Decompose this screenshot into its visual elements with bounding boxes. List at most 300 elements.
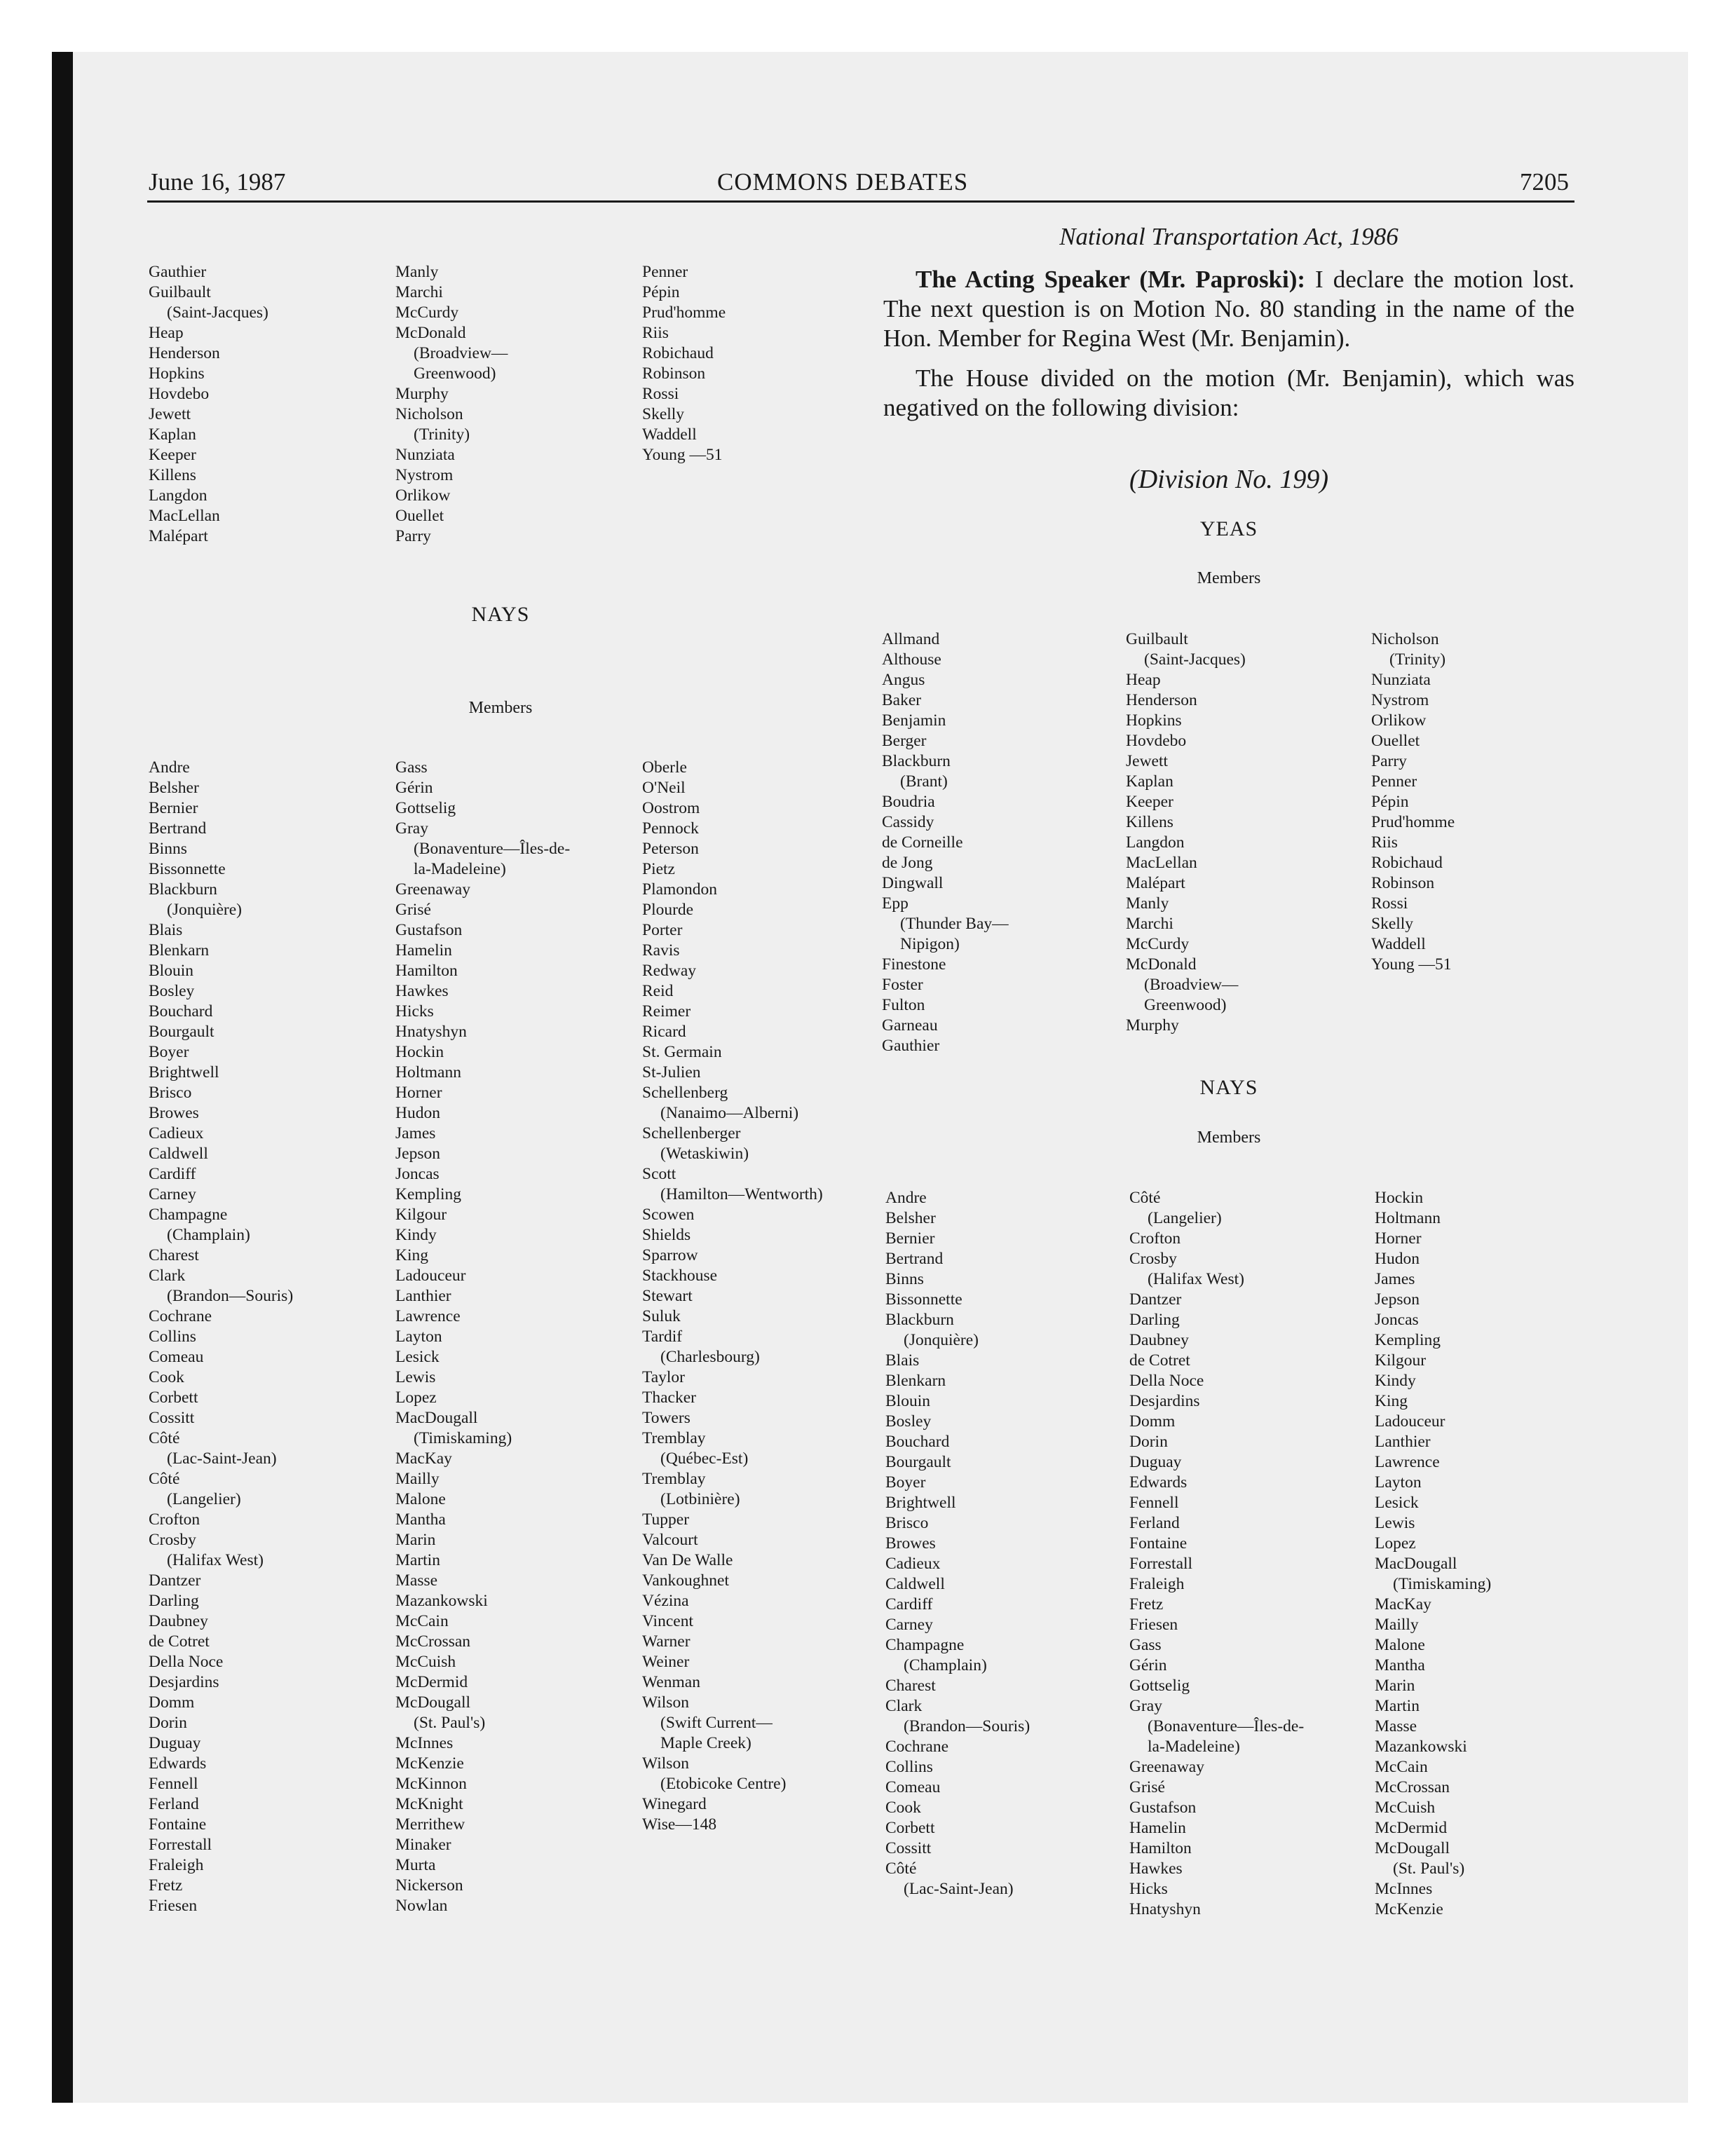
member-name: Nicholson [1371, 630, 1439, 648]
member-name: Masse [1375, 1717, 1417, 1735]
right-yeas-members-label: Members [1197, 569, 1261, 587]
member-name: Maple Creek) [660, 1734, 751, 1752]
member-name: Bourgault [885, 1453, 951, 1471]
member-name: Marchi [1126, 915, 1173, 933]
member-name: McDonald [1126, 955, 1197, 974]
member-name: Cook [885, 1799, 921, 1817]
member-name: McKenzie [1375, 1900, 1443, 1918]
member-name: Wise—148 [642, 1815, 717, 1834]
member-name: Gauthier [149, 263, 207, 281]
member-name: de Cotret [149, 1632, 210, 1651]
member-name: Angus [882, 671, 925, 689]
member-name: Domm [149, 1693, 195, 1712]
member-name: Mantha [395, 1510, 446, 1529]
member-name: Allmand [882, 630, 940, 648]
member-name: Andre [149, 758, 190, 777]
member-name: Ravis [642, 941, 680, 960]
member-name: (Brant) [900, 772, 948, 791]
member-name: Desjardins [1129, 1392, 1200, 1410]
member-name: Crosby [1129, 1250, 1177, 1268]
member-name: McCrossan [1375, 1778, 1450, 1796]
member-name: Hudon [395, 1104, 440, 1122]
member-name: Brisco [149, 1084, 192, 1102]
member-name: O'Neil [642, 779, 686, 797]
right-nays-col-1 [885, 1188, 1030, 1899]
member-name: Jewett [149, 405, 191, 423]
right-yeas-heading: YEAS [1199, 517, 1258, 540]
header-date: June 16, 1987 [149, 168, 286, 196]
member-name: Killens [1126, 813, 1173, 831]
right-nays-heading: NAYS [1199, 1076, 1258, 1099]
member-name: Hamilton [395, 962, 458, 980]
member-name: (Bonaventure—Îles-de- [414, 840, 571, 858]
member-name: Penner [642, 263, 688, 281]
member-name: Pietz [642, 860, 675, 878]
member-name: Comeau [885, 1778, 941, 1796]
member-name: Rossi [642, 385, 679, 403]
member-name: (Wetaskiwin) [660, 1145, 749, 1163]
member-name: Caldwell [149, 1145, 208, 1163]
member-name: Côté [149, 1470, 180, 1488]
member-name: Bertrand [149, 819, 207, 838]
member-name: Winegard [642, 1795, 707, 1813]
member-name: Côté [1129, 1189, 1161, 1207]
member-name: Dorin [1129, 1433, 1168, 1451]
member-name: (Swift Current— [660, 1714, 773, 1732]
member-name: Nunziata [1371, 671, 1431, 689]
member-name: Clark [149, 1267, 186, 1285]
member-name: Gray [1129, 1697, 1162, 1715]
member-name: Champagne [149, 1206, 228, 1224]
member-name: Joncas [1375, 1311, 1419, 1329]
member-name: Hicks [1129, 1880, 1168, 1898]
member-name: Carney [149, 1185, 196, 1203]
member-name: King [395, 1246, 428, 1264]
left-nays-members-label: Members [468, 699, 533, 717]
member-name: Bissonnette [149, 860, 226, 878]
member-name: Brightwell [885, 1494, 956, 1512]
member-name: de Corneille [882, 833, 963, 852]
member-name: Cochrane [885, 1738, 949, 1756]
member-name: Champagne [885, 1636, 965, 1654]
member-name: Manly [395, 263, 439, 281]
member-name: Brisco [885, 1514, 929, 1532]
member-name: Joncas [395, 1165, 440, 1183]
member-name: Greenaway [395, 880, 470, 899]
member-name: Daubney [149, 1612, 208, 1630]
member-name: Darling [1129, 1311, 1180, 1329]
member-name: (Trinity) [414, 425, 470, 444]
member-name: Mazankowski [395, 1592, 488, 1610]
member-name: Scowen [642, 1206, 695, 1224]
member-name: Mazankowski [1375, 1738, 1467, 1756]
member-name: Robichaud [642, 344, 714, 362]
member-name: Friesen [149, 1897, 198, 1915]
member-name: Horner [395, 1084, 442, 1102]
member-name: Greenwood) [414, 364, 496, 383]
member-name: Reid [642, 982, 674, 1000]
member-name: Marchi [395, 283, 443, 301]
member-name: Forrestall [1129, 1555, 1193, 1573]
member-name: Holtmann [395, 1063, 461, 1082]
member-name: (Thunder Bay— [900, 915, 1009, 933]
member-name: Boyer [149, 1043, 189, 1061]
member-name: McCrossan [395, 1632, 471, 1651]
left-nays-col-3 [642, 758, 823, 1835]
member-name: Young —51 [642, 446, 723, 464]
member-name: Cossitt [885, 1839, 932, 1857]
right-yeas-col-3 [1371, 629, 1455, 975]
member-name: la-Madeleine) [1148, 1738, 1240, 1756]
member-name: Hovdebo [149, 385, 210, 403]
member-name: (Nanaimo—Alberni) [660, 1104, 799, 1122]
member-name: Crofton [1129, 1229, 1181, 1248]
member-name: Della Noce [149, 1653, 224, 1671]
member-name: Skelly [642, 405, 685, 423]
member-name: Binns [885, 1270, 924, 1288]
member-name: Hnatyshyn [1129, 1900, 1201, 1918]
member-name: Murta [395, 1856, 436, 1874]
member-name: Cadieux [885, 1555, 941, 1573]
member-name: Lanthier [395, 1287, 451, 1305]
member-name: Langdon [149, 486, 207, 505]
member-name: Hnatyshyn [395, 1023, 467, 1041]
member-name: Fennell [1129, 1494, 1179, 1512]
member-name: James [395, 1124, 436, 1142]
member-name: Lawrence [395, 1307, 461, 1325]
member-name: Heap [1126, 671, 1161, 689]
member-name: Fontaine [149, 1815, 207, 1834]
member-name: McDonald [395, 324, 466, 342]
member-name: Lanthier [1375, 1433, 1431, 1451]
member-name: Tremblay [642, 1470, 706, 1488]
member-name: Penner [1371, 772, 1417, 791]
member-name: (Broadview— [1144, 976, 1239, 994]
member-name: McCain [395, 1612, 449, 1630]
member-name: Marin [395, 1531, 436, 1549]
member-name: Van De Walle [642, 1551, 733, 1569]
member-name: Blenkarn [149, 941, 210, 960]
member-name: Kempling [1375, 1331, 1441, 1349]
member-name: Corbett [885, 1819, 935, 1837]
member-name: Browes [149, 1104, 199, 1122]
member-name: Malépart [1126, 874, 1185, 892]
member-name: Tupper [642, 1510, 690, 1529]
member-name: Ladouceur [395, 1267, 466, 1285]
header-page-number: 7205 [1520, 168, 1569, 196]
member-name: Charest [885, 1677, 936, 1695]
member-name: (Langelier) [167, 1490, 241, 1508]
member-name: Nystrom [1371, 691, 1429, 709]
member-name: Lesick [395, 1348, 440, 1366]
member-name: Taylor [642, 1368, 685, 1386]
member-name: McCuish [1375, 1799, 1436, 1817]
member-name: Berger [882, 732, 927, 750]
left-nays-col-1 [149, 758, 293, 1916]
member-name: Young —51 [1371, 955, 1452, 974]
member-name: Stackhouse [642, 1267, 718, 1285]
member-name: Lopez [1375, 1534, 1416, 1553]
member-name: St-Julien [642, 1063, 701, 1082]
member-name: Cadieux [149, 1124, 204, 1142]
member-name: Collins [149, 1328, 196, 1346]
member-name: Gray [395, 819, 428, 838]
member-name: Plamondon [642, 880, 718, 899]
speaker-name: The Acting Speaker (Mr. Paproski): [916, 266, 1306, 293]
member-name: Wilson [642, 1693, 689, 1712]
member-name: Lewis [395, 1368, 436, 1386]
member-name: Layton [395, 1328, 442, 1346]
member-name: Manly [1126, 894, 1169, 913]
member-name: (Bonaventure—Îles-de- [1148, 1717, 1305, 1735]
member-name: (Lotbinière) [660, 1490, 740, 1508]
member-name: Malone [395, 1490, 446, 1508]
header-rule [147, 200, 1574, 203]
member-name: (Brandon—Souris) [904, 1717, 1030, 1735]
member-name: Grisé [1129, 1778, 1165, 1796]
member-name: Blouin [885, 1392, 930, 1410]
member-name: (Champlain) [904, 1656, 987, 1674]
member-name: Skelly [1371, 915, 1414, 933]
member-name: McCurdy [1126, 935, 1190, 953]
member-name: Boudria [882, 793, 935, 811]
member-name: (Québec-Est) [660, 1449, 749, 1468]
member-name: Mailly [1375, 1616, 1419, 1634]
member-name: Henderson [149, 344, 220, 362]
member-name: Charest [149, 1246, 199, 1264]
member-name: Waddell [642, 425, 697, 444]
member-name: Jewett [1126, 752, 1169, 770]
member-name: Nowlan [395, 1897, 448, 1915]
member-name: McDermid [1375, 1819, 1448, 1837]
member-name: Parry [1371, 752, 1407, 770]
member-name: Caldwell [885, 1575, 945, 1593]
member-name: Riis [642, 324, 669, 342]
member-name: Bosley [885, 1412, 932, 1431]
member-name: Duguay [149, 1734, 201, 1752]
member-name: Stewart [642, 1287, 693, 1305]
member-name: Jepson [1375, 1290, 1420, 1309]
member-name: Hopkins [1126, 711, 1182, 730]
member-name: Reimer [642, 1002, 691, 1021]
member-name: Kilgour [395, 1206, 447, 1224]
member-name: McKnight [395, 1795, 463, 1813]
member-name: Martin [395, 1551, 440, 1569]
act-title: National Transportation Act, 1986 [1059, 223, 1399, 250]
member-name: Dingwall [882, 874, 944, 892]
member-name: Keeper [1126, 793, 1173, 811]
division-label: Division No. [1138, 465, 1273, 494]
member-name: Mailly [395, 1470, 440, 1488]
member-name: (Lac-Saint-Jean) [167, 1449, 277, 1468]
member-name: Malépart [149, 527, 208, 545]
member-name: Vincent [642, 1612, 693, 1630]
member-name: (Trinity) [1389, 650, 1446, 669]
member-name: Guilbault [1126, 630, 1188, 648]
member-name: Redway [642, 962, 697, 980]
member-name: MacLellan [1126, 854, 1197, 872]
member-name: Pépin [642, 283, 680, 301]
member-name: Gass [395, 758, 428, 777]
member-name: Darling [149, 1592, 199, 1610]
member-name: Waddell [1371, 935, 1426, 953]
member-name: Hawkes [395, 982, 449, 1000]
member-name: Dorin [149, 1714, 187, 1732]
member-name: Keeper [149, 446, 196, 464]
header-title: COMMONS DEBATES [717, 168, 969, 196]
member-name: Scott [642, 1165, 676, 1183]
member-name: Robichaud [1371, 854, 1443, 872]
member-name: Daubney [1129, 1331, 1189, 1349]
member-name: Killens [149, 466, 196, 484]
member-name: (Saint-Jacques) [167, 303, 268, 322]
member-name: McCain [1375, 1758, 1428, 1776]
member-name: Nunziata [395, 446, 455, 464]
member-name: Mantha [1375, 1656, 1425, 1674]
member-name: Peterson [642, 840, 699, 858]
member-name: Corbett [149, 1389, 198, 1407]
member-name: Warner [642, 1632, 690, 1651]
member-name: (Brandon—Souris) [167, 1287, 294, 1305]
member-name: Hudon [1375, 1250, 1420, 1268]
member-name: Kindy [395, 1226, 437, 1244]
member-name: Martin [1375, 1697, 1420, 1715]
member-name: (Charlesbourg) [660, 1348, 760, 1366]
member-name: Dantzer [149, 1571, 201, 1590]
member-name: Bouchard [149, 1002, 213, 1021]
member-name: Gérin [1129, 1656, 1167, 1674]
member-name: Bernier [149, 799, 198, 817]
right-nays-col-3 [1375, 1188, 1491, 1920]
member-name: Weiner [642, 1653, 690, 1671]
member-name: Clark [885, 1697, 923, 1715]
member-name: Prud'homme [642, 303, 726, 322]
member-name: (Hamilton—Wentworth) [660, 1185, 823, 1203]
member-name: Blackburn [885, 1311, 954, 1329]
member-name: Fulton [882, 996, 925, 1014]
member-name: Côté [885, 1860, 917, 1878]
member-name: Porter [642, 921, 683, 939]
member-name: Tardif [642, 1328, 683, 1346]
member-name: Kaplan [149, 425, 196, 444]
member-name: Hicks [395, 1002, 434, 1021]
speaker-text: I declare the motion lost. The next question is on Motion No. 80 standing in the name of the Hon. Member for Regina West (Mr. Benjamin). [883, 266, 1574, 352]
member-name: (Champlain) [167, 1226, 250, 1244]
member-name: Guilbault [149, 283, 211, 301]
member-name: McCuish [395, 1653, 456, 1671]
member-name: Della Noce [1129, 1372, 1204, 1390]
member-name: Côté [149, 1429, 180, 1447]
member-name: Lawrence [1375, 1453, 1440, 1471]
member-name: Friesen [1129, 1616, 1178, 1634]
member-name: (St. Paul's) [414, 1714, 486, 1732]
member-name: Gauthier [882, 1037, 940, 1055]
member-name: Ouellet [395, 507, 444, 525]
member-name: (Jonquière) [167, 901, 243, 919]
member-name: Cardiff [885, 1595, 933, 1613]
member-name: Edwards [1129, 1473, 1188, 1492]
member-name: Schellenberg [642, 1084, 728, 1102]
member-name: Blackburn [149, 880, 217, 899]
right-yeas-col-2 [1126, 629, 1246, 1036]
member-name: Schellenberger [642, 1124, 741, 1142]
member-name: (Timiskaming) [1393, 1575, 1492, 1593]
member-name: Bouchard [885, 1433, 950, 1451]
member-name: Gustafson [1129, 1799, 1197, 1817]
member-name: Cossitt [149, 1409, 195, 1427]
speaker-paragraph [883, 265, 1574, 353]
member-name: Suluk [642, 1307, 681, 1325]
member-name: Murphy [1126, 1016, 1179, 1035]
member-name: Jepson [395, 1145, 440, 1163]
member-name: Thacker [642, 1389, 696, 1407]
member-name: McDougall [395, 1693, 471, 1712]
member-name: (Etobicoke Centre) [660, 1775, 787, 1793]
member-name: Hockin [395, 1043, 444, 1061]
member-name: de Jong [882, 854, 933, 872]
member-name: Browes [885, 1534, 936, 1553]
member-name: Nickerson [395, 1876, 463, 1895]
member-name: Orlikow [395, 486, 451, 505]
member-name: (Timiskaming) [414, 1429, 512, 1447]
member-name: Baker [882, 691, 922, 709]
member-name: Rossi [1371, 894, 1408, 913]
member-name: Valcourt [642, 1531, 698, 1549]
member-name: Merrithew [395, 1815, 465, 1834]
member-name: Vézina [642, 1592, 689, 1610]
member-name: Fretz [149, 1876, 183, 1895]
member-name: Blenkarn [885, 1372, 946, 1390]
member-name: Comeau [149, 1348, 204, 1366]
member-name: Carney [885, 1616, 933, 1634]
member-name: Minaker [395, 1836, 451, 1854]
member-name: Vankoughnet [642, 1571, 730, 1590]
member-name: Blais [149, 921, 183, 939]
member-name: Lesick [1375, 1494, 1419, 1512]
binding-edge [52, 52, 73, 2103]
member-name: Riis [1371, 833, 1398, 852]
member-name: Garneau [882, 1016, 938, 1035]
division-number: 199 [1279, 465, 1320, 494]
member-name: (Langelier) [1148, 1209, 1222, 1227]
member-name: Bertrand [885, 1250, 944, 1268]
member-name: McKinnon [395, 1775, 467, 1793]
member-name: Fraleigh [149, 1856, 204, 1874]
member-name: Towers [642, 1409, 690, 1427]
member-name: MacDougall [395, 1409, 478, 1427]
member-name: Prud'homme [1371, 813, 1455, 831]
member-name: Bourgault [149, 1023, 215, 1041]
member-name: Cassidy [882, 813, 934, 831]
member-name: Edwards [149, 1754, 207, 1773]
member-name: Masse [395, 1571, 438, 1590]
member-name: Ferland [1129, 1514, 1180, 1532]
member-name: Kempling [395, 1185, 461, 1203]
member-name: Murphy [395, 385, 449, 403]
member-name: Pennock [642, 819, 699, 838]
member-name: Cardiff [149, 1165, 196, 1183]
member-name: Ladouceur [1375, 1412, 1445, 1431]
member-name: Greenaway [1129, 1758, 1204, 1776]
member-name: Boyer [885, 1473, 926, 1492]
member-name: Binns [149, 840, 187, 858]
left-yeas-col-1 [149, 262, 268, 547]
member-name: MacKay [395, 1449, 452, 1468]
member-name: MacDougall [1375, 1555, 1457, 1573]
member-name: Ferland [149, 1795, 199, 1813]
member-name: MacLellan [149, 507, 220, 525]
member-name: Greenwood) [1144, 996, 1227, 1014]
